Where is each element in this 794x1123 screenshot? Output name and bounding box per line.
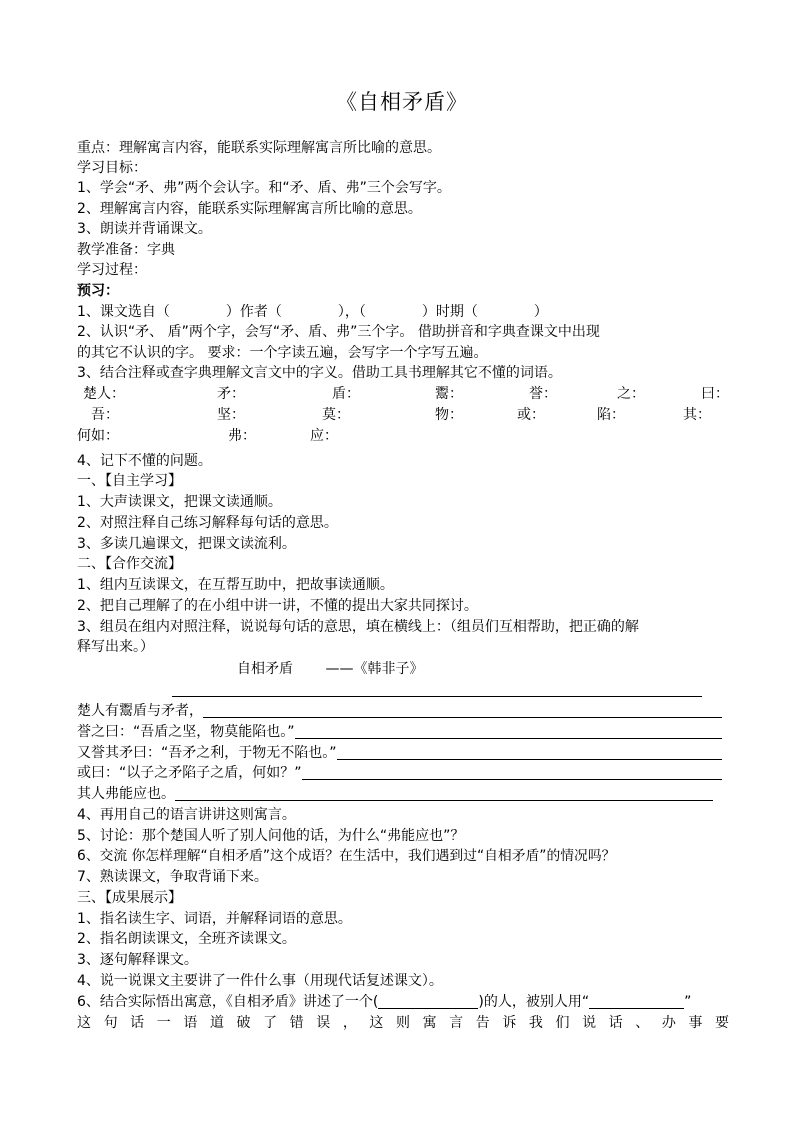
gloss-term: 莫： (322, 407, 350, 423)
cooperation-item-2: 2、把自己理解了的在小组中讲一讲，不懂的提出大家共同探讨。 (77, 598, 478, 614)
results-item-1: 1、指名读生字、词语，并解释词语的意思。 (77, 911, 352, 927)
results-item-3: 3、逐句解释课文。 (77, 952, 198, 968)
self-study-item-1: 1、大声读课文，把课文读通顺。 (77, 494, 282, 510)
cooperation-item-1: 1、组内互读课文，在互帮互助中，把故事读通顺。 (77, 577, 394, 593)
section-heading-self-study: 一、【自主学习】 (77, 473, 182, 489)
sentence-text: 或曰：“以子之矛陷子之盾，何如？” (77, 765, 302, 781)
preview-item-4: 4、记下不懂的问题。 (77, 453, 212, 469)
answer-line (175, 786, 713, 801)
process-heading: 学习过程： (77, 262, 147, 278)
preview-item-3: 3、结合注释或查字典理解文言文中的字义。借助工具书理解其它不懂的词语。 (77, 365, 562, 381)
gloss-term: 或： (517, 407, 545, 423)
answer-line (302, 765, 722, 780)
cooperation-item-7: 7、熟读课文，争取背诵下来。 (77, 869, 268, 885)
gloss-term: 曰： (701, 386, 729, 402)
glossary-row-1 (77, 384, 737, 404)
answer-line (295, 724, 722, 739)
sentence-text: 楚人有鬻盾与矛者， (77, 703, 203, 719)
goal-item-1: 1、学会“矛、弗”两个会认字。和“矛、盾、弗”三个会写字。 (77, 180, 451, 196)
glossary-row-2 (77, 405, 737, 425)
cooperation-item-3b: 释写出来。） (77, 639, 154, 655)
gloss-term: 之： (617, 386, 645, 402)
sentence-text: 又誉其矛曰：“吾矛之利，于物无不陷也。” (77, 745, 337, 761)
results-item-6b: 这句话一语道破了错误，这则寓言告诉我们说话、办事要 (77, 1015, 729, 1031)
text-sentence-4 (77, 763, 722, 783)
teaching-prep: 教学准备：字典 (77, 242, 175, 258)
results-item-2: 2、指名朗读课文，全班齐读课文。 (77, 931, 296, 947)
gloss-term: 何如： (77, 428, 119, 444)
goals-heading: 学习目标： (77, 160, 147, 176)
answer-line (203, 703, 722, 718)
text-sentence-1 (77, 701, 722, 721)
section-heading-cooperation: 二、【合作交流】 (77, 556, 182, 572)
preview-item-2b: 的其它不认识的字。 要求：一个字读五遍，会写字一个字写五遍。 (77, 345, 488, 361)
preview-heading: 预习： (77, 283, 119, 299)
gloss-term: 物： (435, 407, 463, 423)
self-study-item-2: 2、对照注释自己练习解释每句话的意思。 (77, 515, 338, 531)
preview-item-1: 1、课文选自（ ）作者（ ），（ ）时期（ ） (77, 304, 548, 320)
gloss-term: 矛： (217, 386, 245, 402)
gloss-term: 陷： (597, 407, 625, 423)
gloss-term: 应： (310, 428, 338, 444)
goal-item-3: 3、朗读并背诵课文。 (77, 221, 212, 237)
answer-line (337, 745, 722, 760)
results-item-4: 4、说一说课文主要讲了一件什么事（用现代话复述课文）。 (77, 973, 443, 989)
results-text: )的人，被别人用“ (478, 994, 590, 1010)
gloss-term: 盾： (332, 386, 360, 402)
cooperation-item-5: 5、讨论：那个楚国人听了别人问他的话，为什么“弗能应也”？ (77, 828, 465, 844)
cooperation-item-4: 4、再用自己的语言讲讲这则寓言。 (77, 807, 296, 823)
cooperation-item-3a: 3、组员在组内对照注释，说说每句话的意思，填在横线上：（组员们互相帮助，把正确的解 (77, 619, 639, 635)
answer-line (172, 682, 702, 697)
results-text: 6、结合实际悟出寓意，《自相矛盾》讲述了一个( (77, 994, 379, 1010)
text-title: 自相矛盾 ——《韩非子》 (237, 661, 424, 677)
gloss-term: 吾： (91, 407, 119, 423)
text-sentence-3 (77, 743, 722, 763)
gloss-term: 誉： (529, 386, 557, 402)
answer-blank (378, 994, 478, 1009)
section-heading-results: 三、【成果展示】 (77, 890, 182, 906)
page-title: 《自相矛盾》 (336, 90, 468, 114)
focus-line: 重点：理解寓言内容，能联系实际理解寓言所比喻的意思。 (77, 140, 441, 156)
gloss-term: 坚： (217, 407, 245, 423)
sentence-text: 其人弗能应也。 (77, 786, 175, 802)
glossary-row-3 (77, 426, 737, 446)
gloss-term: 楚人： (83, 386, 125, 402)
gloss-term: 弗： (228, 428, 256, 444)
results-text: ” (684, 994, 692, 1010)
self-study-item-3: 3、多读几遍课文，把课文读流利。 (77, 536, 296, 552)
gloss-term: 鬻： (435, 386, 463, 402)
preview-item-2a: 2、认识“矛、 盾”两个字，会写“矛、盾、弗”三个字。 借助拼音和字典查课文中出现 (77, 324, 600, 340)
text-sentence-2 (77, 722, 722, 742)
gloss-term: 其： (683, 407, 711, 423)
results-item-6a (77, 992, 732, 1012)
text-sentence-5 (77, 784, 713, 804)
goal-item-2: 2、理解寓言内容，能联系实际理解寓言所比喻的意思。 (77, 201, 422, 217)
answer-blank (589, 994, 684, 1009)
cooperation-item-6: 6、交流 你怎样理解“自相矛盾”这个成语？在生活中，我们遇到过“自相矛盾”的情况吗？ (77, 848, 616, 864)
sentence-text: 誉之曰：“吾盾之坚，物莫能陷也。” (77, 724, 295, 740)
